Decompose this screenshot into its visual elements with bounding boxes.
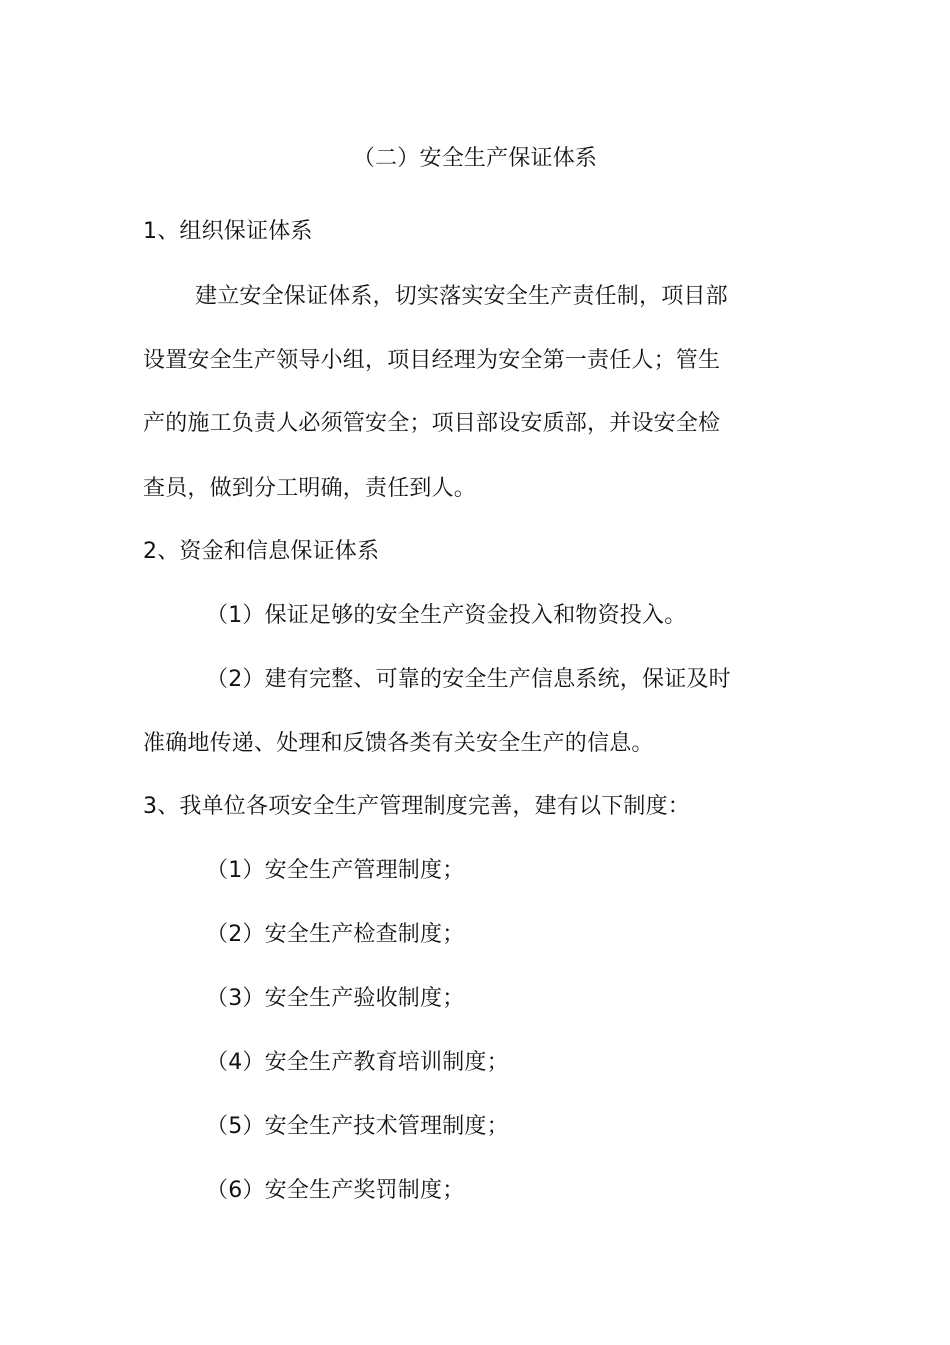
section1-paragraph-line-1: 建立安全保证体系，切实落实安全生产责任制，项目部	[195, 284, 728, 309]
section1-paragraph-line-2: 设置安全生产领导小组，项目经理为安全第一责任人；管生	[143, 348, 721, 373]
section1-paragraph-line-4: 查员，做到分工明确，责任到人。	[143, 476, 477, 501]
section2-item-1: （1）保证足够的安全生产资金投入和物资投入。	[206, 603, 687, 628]
section3-item-2: （2）安全生产检查制度；	[206, 922, 465, 947]
section2-heading: 2、资金和信息保证体系	[143, 539, 380, 564]
section1-heading: 1、组织保证体系	[143, 219, 313, 244]
section3-item-6: （6）安全生产奖罚制度；	[206, 1178, 465, 1203]
document-title: （二）安全生产保证体系	[352, 146, 598, 171]
section2-item-2-line-1: （2）建有完整、可靠的安全生产信息系统，保证及时	[206, 667, 731, 692]
section1-paragraph-line-3: 产的施工负责人必须管安全；项目部设安质部，并设安全检	[143, 411, 721, 436]
section3-item-4: （4）安全生产教育培训制度；	[206, 1050, 509, 1075]
section3-item-1: （1）安全生产管理制度；	[206, 858, 465, 883]
section3-item-3: （3）安全生产验收制度；	[206, 986, 465, 1011]
section2-item-2-line-2: 准确地传递、处理和反馈各类有关安全生产的信息。	[143, 731, 654, 756]
section3-item-5: （5）安全生产技术管理制度；	[206, 1114, 509, 1139]
section3-heading: 3、我单位各项安全生产管理制度完善，建有以下制度：	[143, 794, 690, 819]
